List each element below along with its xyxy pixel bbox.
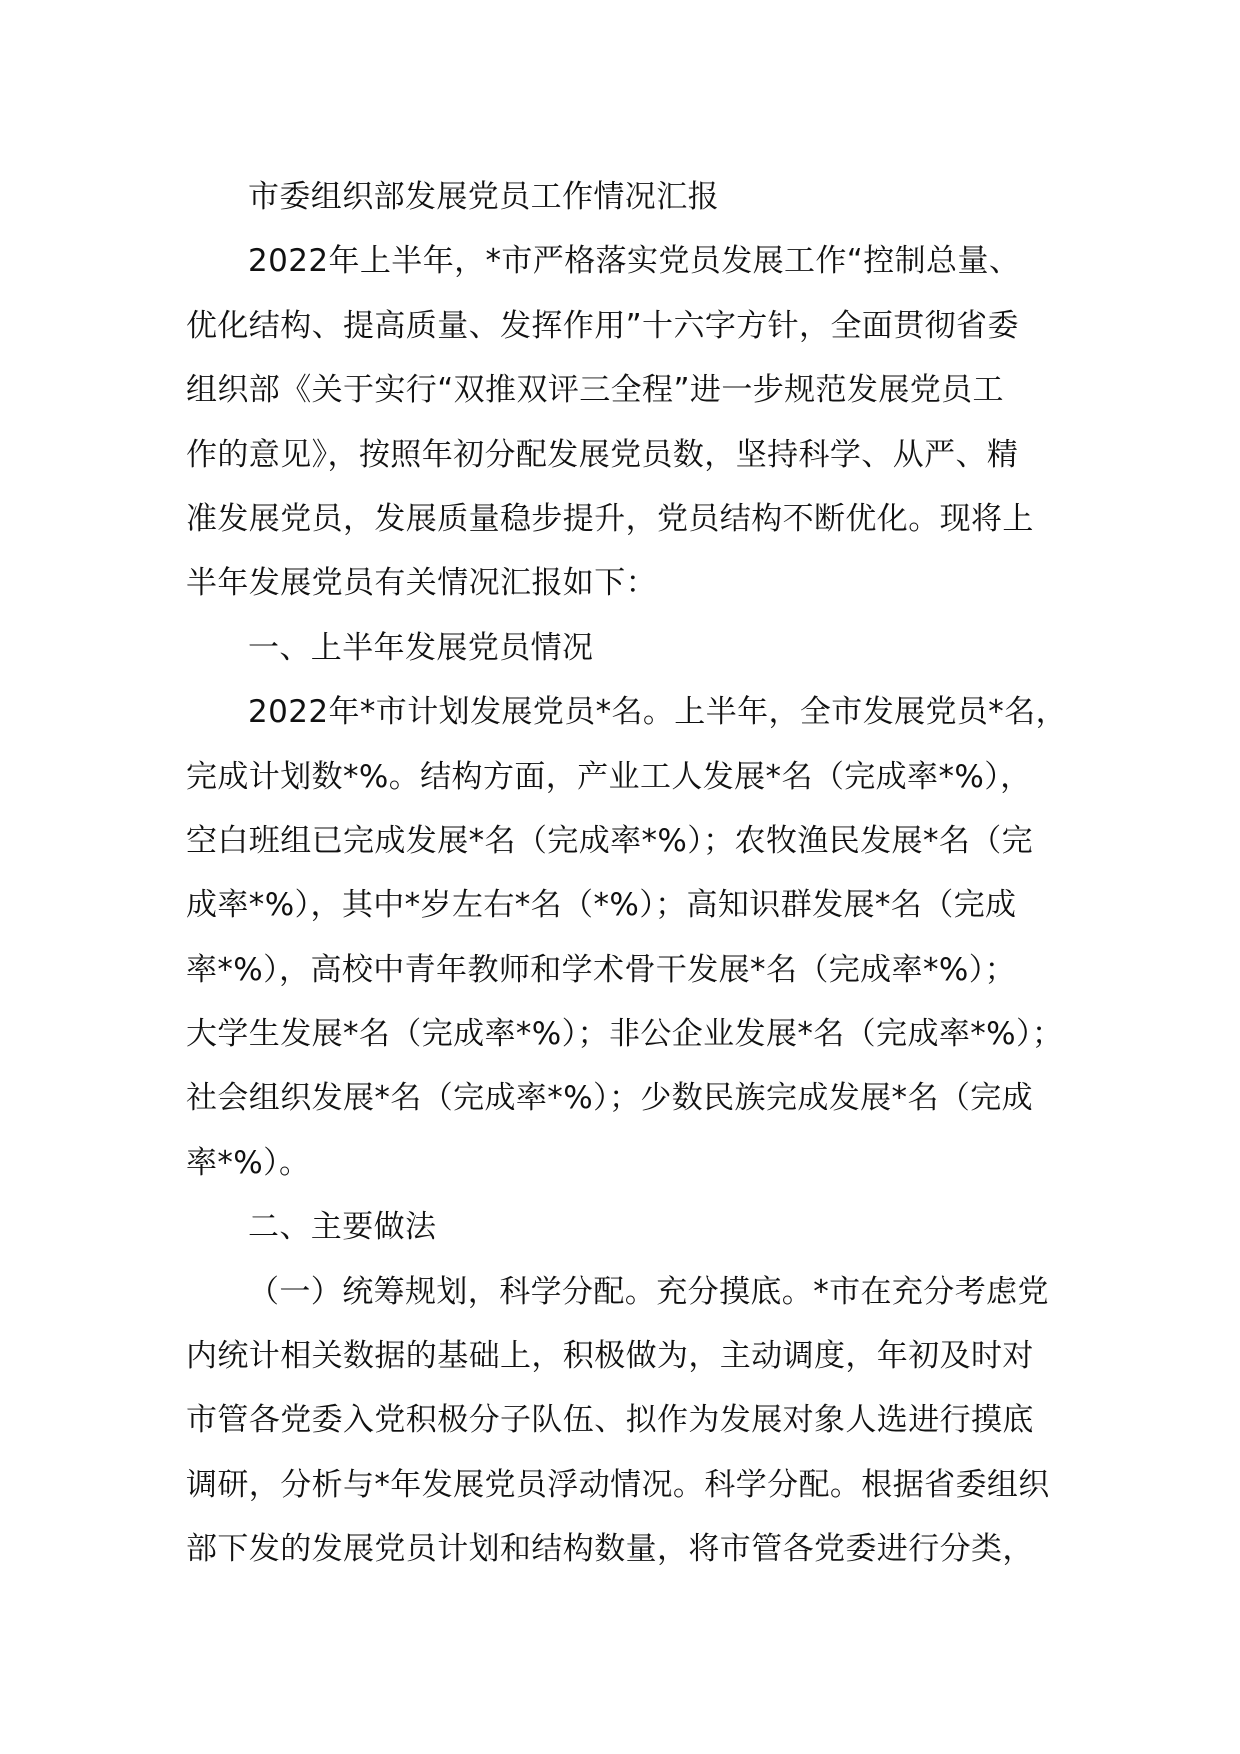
document-page: [186, 165, 1067, 1582]
body-line: 2022年上半年，*市严格落实党员发展工作“控制总量、: [248, 243, 1021, 280]
body-line: 大学生发展*名（完成率*%）；非公企业发展*名（完成率*%）；: [186, 1016, 1064, 1053]
body-line: 准发展党员，发展质量稳步提升，党员结构不断优化。现将上: [186, 500, 1034, 537]
body-line: 作的意见》，按照年初分配发展党员数，坚持科学、从严、精: [186, 436, 1019, 473]
section-heading: 一、上半年发展党员情况: [248, 629, 594, 666]
body-line: 组织部《关于实行“双推双评三全程”进一步规范发展党员工: [186, 372, 1004, 409]
section-heading: 二、主要做法: [248, 1209, 437, 1246]
body-line: 内统计相关数据的基础上，积极做为，主动调度，年初及时对: [186, 1338, 1034, 1375]
body-line: （一）统筹规划，科学分配。充分摸底。*市在充分考虑党: [248, 1273, 1049, 1310]
body-line: 半年发展党员有关情况汇报如下：: [186, 565, 657, 602]
body-line: 率*%）。: [186, 1144, 311, 1181]
body-line: 完成计划数*%。结构方面，产业工人发展*名（完成率*%），: [186, 758, 1032, 795]
body-line: 优化结构、提高质量、发挥作用”十六字方针，全面贯彻省委: [186, 307, 1019, 344]
body-line: 空白班组已完成发展*名（完成率*%）；农牧渔民发展*名（完: [186, 822, 1034, 859]
body-line: 率*%），高校中青年教师和学术骨干发展*名（完成率*%）；: [186, 951, 1017, 988]
body-line: 社会组织发展*名（完成率*%）；少数民族完成发展*名（完成: [186, 1080, 1034, 1117]
body-line: 2022年*市计划发展党员*名。上半年，全市发展党员*名，: [248, 694, 1067, 731]
body-line: 部下发的发展党员计划和结构数量，将市管各党委进行分类，: [186, 1531, 1034, 1568]
document-title: 市委组织部发展党员工作情况汇报: [248, 179, 719, 215]
body-line: 成率*%），其中*岁左右*名（*%）；高知识群发展*名（完成: [186, 887, 1017, 924]
body-line: 调研，分析与*年发展党员浮动情况。科学分配。根据省委组织: [186, 1466, 1050, 1503]
body-line: 市管各党委入党积极分子队伍、拟作为发展对象人选进行摸底: [186, 1402, 1034, 1439]
